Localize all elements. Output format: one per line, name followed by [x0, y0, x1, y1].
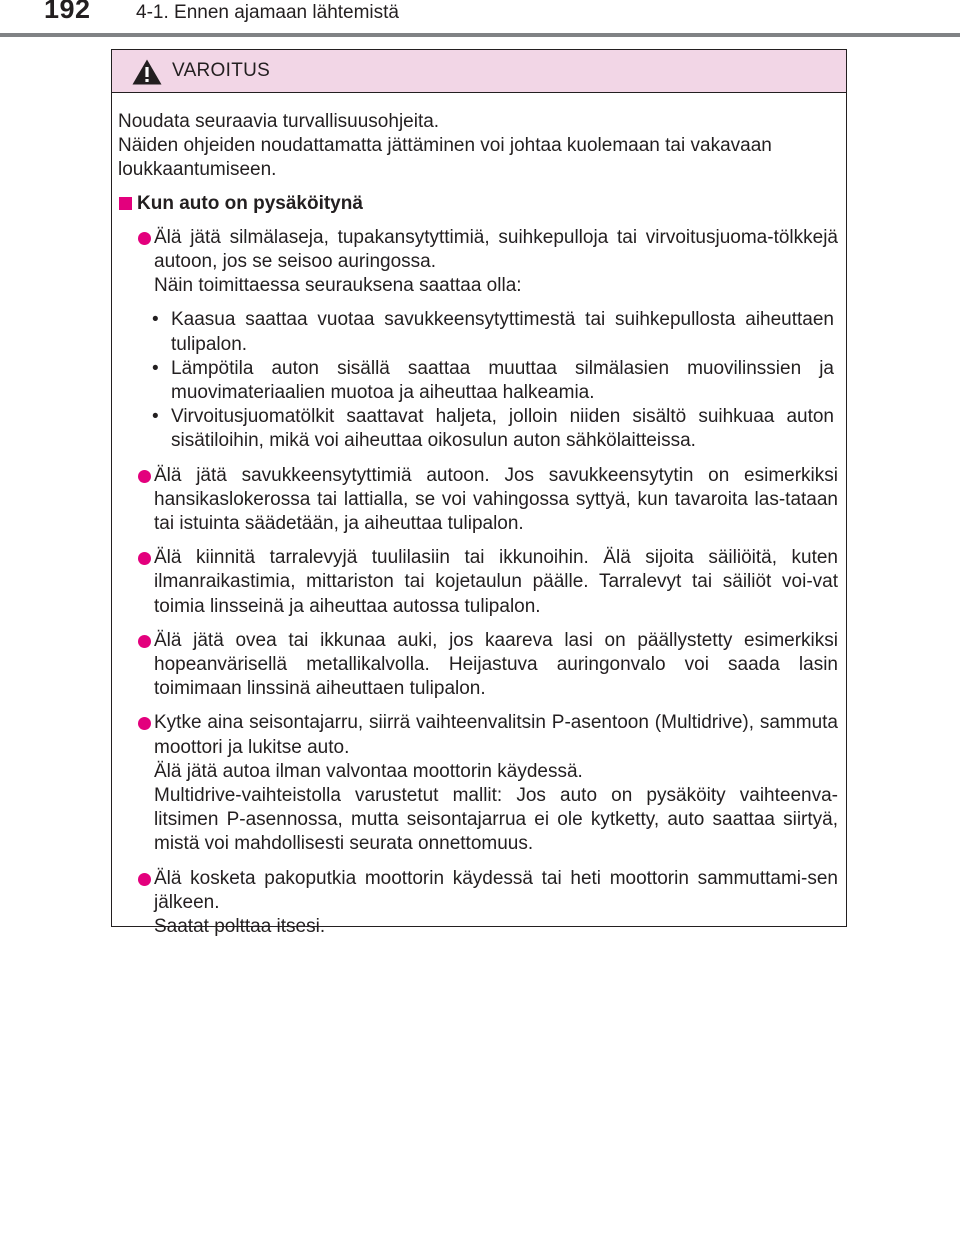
- circle-bullet-icon: [138, 717, 151, 730]
- item-text: Älä jätä silmälaseja, tupakansytyttimiä, suihkepulloja tai virvoitusjuoma-tölkkejä autoon, jos se seisoo auringossa.: [154, 226, 838, 273]
- warning-body: [112, 93, 846, 939]
- sub-list-item: [152, 405, 834, 453]
- sub-item-text: Lämpötila auton sisällä saattaa muuttaa silmälasien muovilinssien ja muovimateriaalien muotoa ja aiheuttaa halkeamia.: [171, 357, 834, 404]
- intro-line: Noudata seuraavia turvallisuusohjeita.: [118, 111, 440, 132]
- warning-intro: [118, 110, 838, 183]
- small-dot-icon: •: [152, 309, 159, 331]
- section-title: 4-1. Ennen ajamaan lähtemistä: [136, 2, 399, 23]
- item-text: Älä kiinnitä tarralevyjä tuulilasiin tai ikkunoihin. Älä sijoita säiliöitä, kuten ilmanraikastimia, mittariston tai kojetaulun päälle. Tarralevyt tai säiliöt voi-vat toimia linsseinä ja aiheuttaa autossa tulipalon.: [154, 547, 838, 617]
- warning-box: [111, 49, 847, 938]
- sub-list: [152, 308, 838, 453]
- circle-bullet-icon: [138, 873, 151, 886]
- page-header: [0, 0, 960, 40]
- sub-list-item: [152, 357, 834, 405]
- header-rule: [0, 33, 960, 37]
- warning-triangle-icon: [131, 58, 163, 86]
- item-text: Kytke aina seisontajarru, siirrä vaihteenvalitsin P-asentoon (Multidrive), sammuta moottori ja lukitse auto.: [154, 712, 838, 758]
- small-dot-icon: •: [152, 357, 159, 379]
- section-heading: [118, 192, 838, 216]
- small-dot-icon: •: [152, 406, 159, 428]
- circle-bullet-icon: [138, 635, 151, 648]
- sub-item-text: Virvoitusjuomatölkit saattavat haljeta, jolloin niiden sisältö suihkuaa auton sisätiloihin, mikä voi aiheuttaa oikosulun auton sähkölaitteissa.: [171, 406, 834, 452]
- item-text: Multidrive-vaihteistolla varustetut mallit: Jos auto on pysäköity vaihteenva-litsimen P-asennossa, mutta seisontajarrua ei ole kytketty, auto saattaa siirtyä, mistä voi mahdollisesti seurata onnettomuus.: [154, 785, 838, 855]
- section-heading-text: Kun auto on pysäköitynä: [137, 192, 363, 214]
- warning-header: [112, 50, 846, 93]
- intro-line: Näiden ohjeiden noudattamatta jättäminen voi johtaa kuolemaan tai vakavaan loukkaantumiseen.: [118, 135, 772, 181]
- item-text: Älä kosketa pakoputkia moottorin käydessä tai heti moottorin sammuttami-sen jälkeen.: [154, 867, 838, 913]
- item-text: Älä jätä savukkeensytyttimiä autoon. Jos savukkeensytytin on esimerkiksi hansikaslokerossa tai lattialla, se voi vahingossa syttyä, kun tavaroita las-tataan tai istuinta säädetään, ja aiheuttaa tulipalon.: [154, 464, 838, 535]
- item-text: Älä jätä ovea tai ikkunaa auki, jos kaareva lasi on päällystetty esimerkiksi hopeanvärisellä metallikalvolla. Heijastuva auringonvalo voi saada lasin toimimaan linssinä aiheuttaen tulipalon.: [154, 629, 838, 700]
- warning-items: [118, 226, 838, 939]
- warning-item: [118, 629, 838, 702]
- warning-item: [118, 711, 838, 856]
- warning-item: [118, 464, 838, 537]
- warning-item: [118, 226, 838, 454]
- warning-item: [118, 546, 838, 619]
- circle-bullet-icon: [138, 552, 151, 565]
- circle-bullet-icon: [138, 232, 151, 245]
- page-number: 192: [44, 0, 91, 24]
- square-bullet-icon: [119, 197, 132, 210]
- sub-list-item: [152, 308, 834, 356]
- circle-bullet-icon: [138, 470, 151, 483]
- sub-item-text: Kaasua saattaa vuotaa savukkeensytyttimestä tai suihkepullosta aiheuttaen tulipalon.: [171, 309, 834, 355]
- warning-title: VAROITUS: [172, 60, 271, 81]
- warning-item: [118, 867, 838, 940]
- item-text: Saatat polttaa itsesi.: [154, 916, 326, 938]
- item-text: Näin toimittaessa seurauksena saattaa olla:: [154, 275, 522, 297]
- item-text: Älä jätä autoa ilman valvontaa moottorin käydessä.: [154, 760, 583, 782]
